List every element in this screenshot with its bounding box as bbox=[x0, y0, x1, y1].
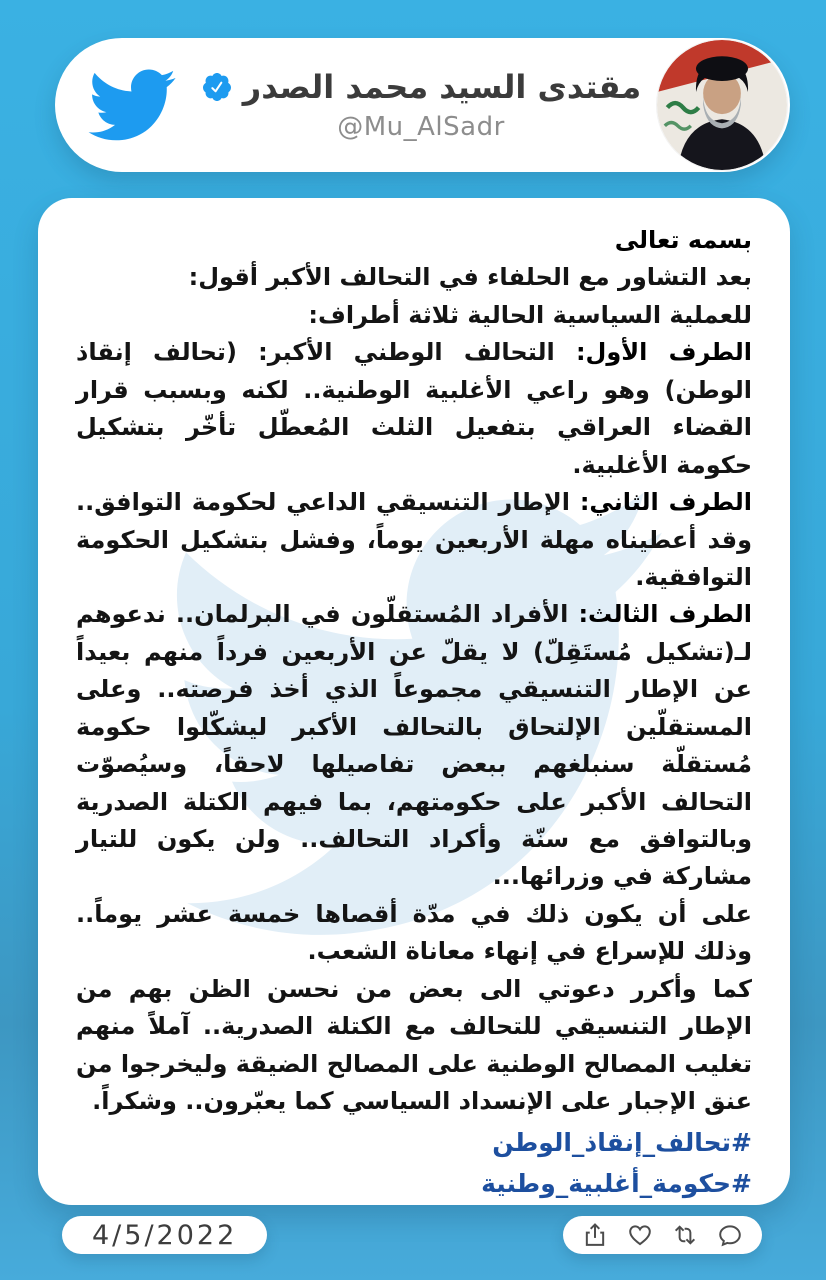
tweet-paragraph bbox=[76, 222, 752, 259]
tweet-paragraph bbox=[76, 971, 752, 1121]
identity-block bbox=[185, 68, 657, 142]
tweet-body-card bbox=[38, 198, 790, 1205]
hashtag-line bbox=[76, 1164, 752, 1203]
retweet-icon[interactable] bbox=[671, 1221, 699, 1249]
tweet-paragraph bbox=[76, 259, 752, 296]
tweet-paragraph bbox=[76, 297, 752, 334]
paragraph-lead: الطرف الثاني: bbox=[579, 488, 753, 517]
verified-badge-icon bbox=[201, 71, 233, 103]
paragraph-text: بعد التشاور مع الحلفاء في التحالف الأكبر أقول: bbox=[188, 263, 752, 292]
date-text: 4/5/2022 bbox=[92, 1219, 238, 1251]
hashtag-link[interactable]: #حكومة_أغلبية_وطنية bbox=[481, 1168, 752, 1198]
paragraph-text: للعملية السياسية الحالية ثلاثة أطراف: bbox=[308, 300, 752, 329]
action-bar bbox=[563, 1216, 762, 1254]
display-name: مقتدى السيد محمد الصدر bbox=[242, 68, 642, 106]
tweet-paragraph bbox=[76, 484, 752, 596]
tweet-paragraph bbox=[76, 596, 752, 896]
tweet-paragraph bbox=[76, 334, 752, 484]
tweet-paragraph bbox=[76, 896, 752, 971]
twitter-logo-icon bbox=[77, 59, 185, 151]
paragraph-lead: الطرف الثالث: bbox=[578, 600, 753, 629]
paragraph-text: الأفراد المُستقلّون في البرلمان.. ندعوهم لـ(تشكيل مُستَقِلّ) لا يقلّ عن الأربعين فرداً منهم بعيداً عن الإطار التنسيقي مجموعاً الذي أخذ فرصته.. وعلى المستقلّين الإلتحاق بالتحالف الأكبر ليشكّلوا حكومة مُستقلّة سنبلغهم ببعض تفاصيلها لاحقاً، وسيُصوّت التحالف الأكبر على حكومتهم، بما فيهم الكتلة الصدرية وبالتوافق مع سنّة وأكراد التحالف.. ولن يكون للتيار مشاركة في وزرائها... bbox=[76, 600, 752, 891]
user-handle: @Mu_AlSadr bbox=[337, 112, 505, 142]
paragraph-lead: بسمه تعالى bbox=[614, 226, 752, 254]
hashtag-line bbox=[76, 1123, 752, 1162]
paragraph-lead: الطرف الأول: bbox=[575, 338, 753, 367]
hashtag-link[interactable]: #تحالف_إنقاذ_الوطن bbox=[492, 1127, 752, 1157]
avatar[interactable] bbox=[657, 40, 787, 170]
paragraph-text: كما وأكرر دعوتي الى بعض من نحسن الظن بهم من الإطار التنسيقي للتحالف مع الكتلة الصدرية.. آملاً منهم تغليب المصالح الوطنية على المصالح الضيقة وليخرجوا من عنق الإجبار على الإنسداد السياسي كما يعبّرون.. وشكراً. bbox=[76, 974, 752, 1116]
share-icon[interactable] bbox=[581, 1221, 609, 1249]
profile-header-card bbox=[55, 38, 790, 172]
paragraph-text: التحالف الوطني الأكبر: (تحالف إنقاذ الوطن) وهو راعي الأغلبية الوطنية.. لكنه وبسبب قرار القضاء العراقي بتفعيل الثلث المُعطّل تأخّر بتشكيل حكومة الأغلبية. bbox=[76, 338, 752, 479]
paragraph-text: على أن يكون ذلك في مدّة أقصاها خمسة عشر يوماً.. وذلك للإسراع في إنهاء معاناة الشعب. bbox=[76, 899, 752, 966]
date-badge bbox=[62, 1216, 267, 1254]
comment-icon[interactable] bbox=[716, 1221, 744, 1249]
tweet-text bbox=[38, 198, 790, 1205]
paragraph-text: الإطار التنسيقي الداعي لحكومة التوافق.. وقد أعطيناه مهلة الأربعين يوماً، وفشل بتشكيل الحكومة التوافقية. bbox=[76, 488, 752, 591]
heart-icon[interactable] bbox=[626, 1221, 654, 1249]
